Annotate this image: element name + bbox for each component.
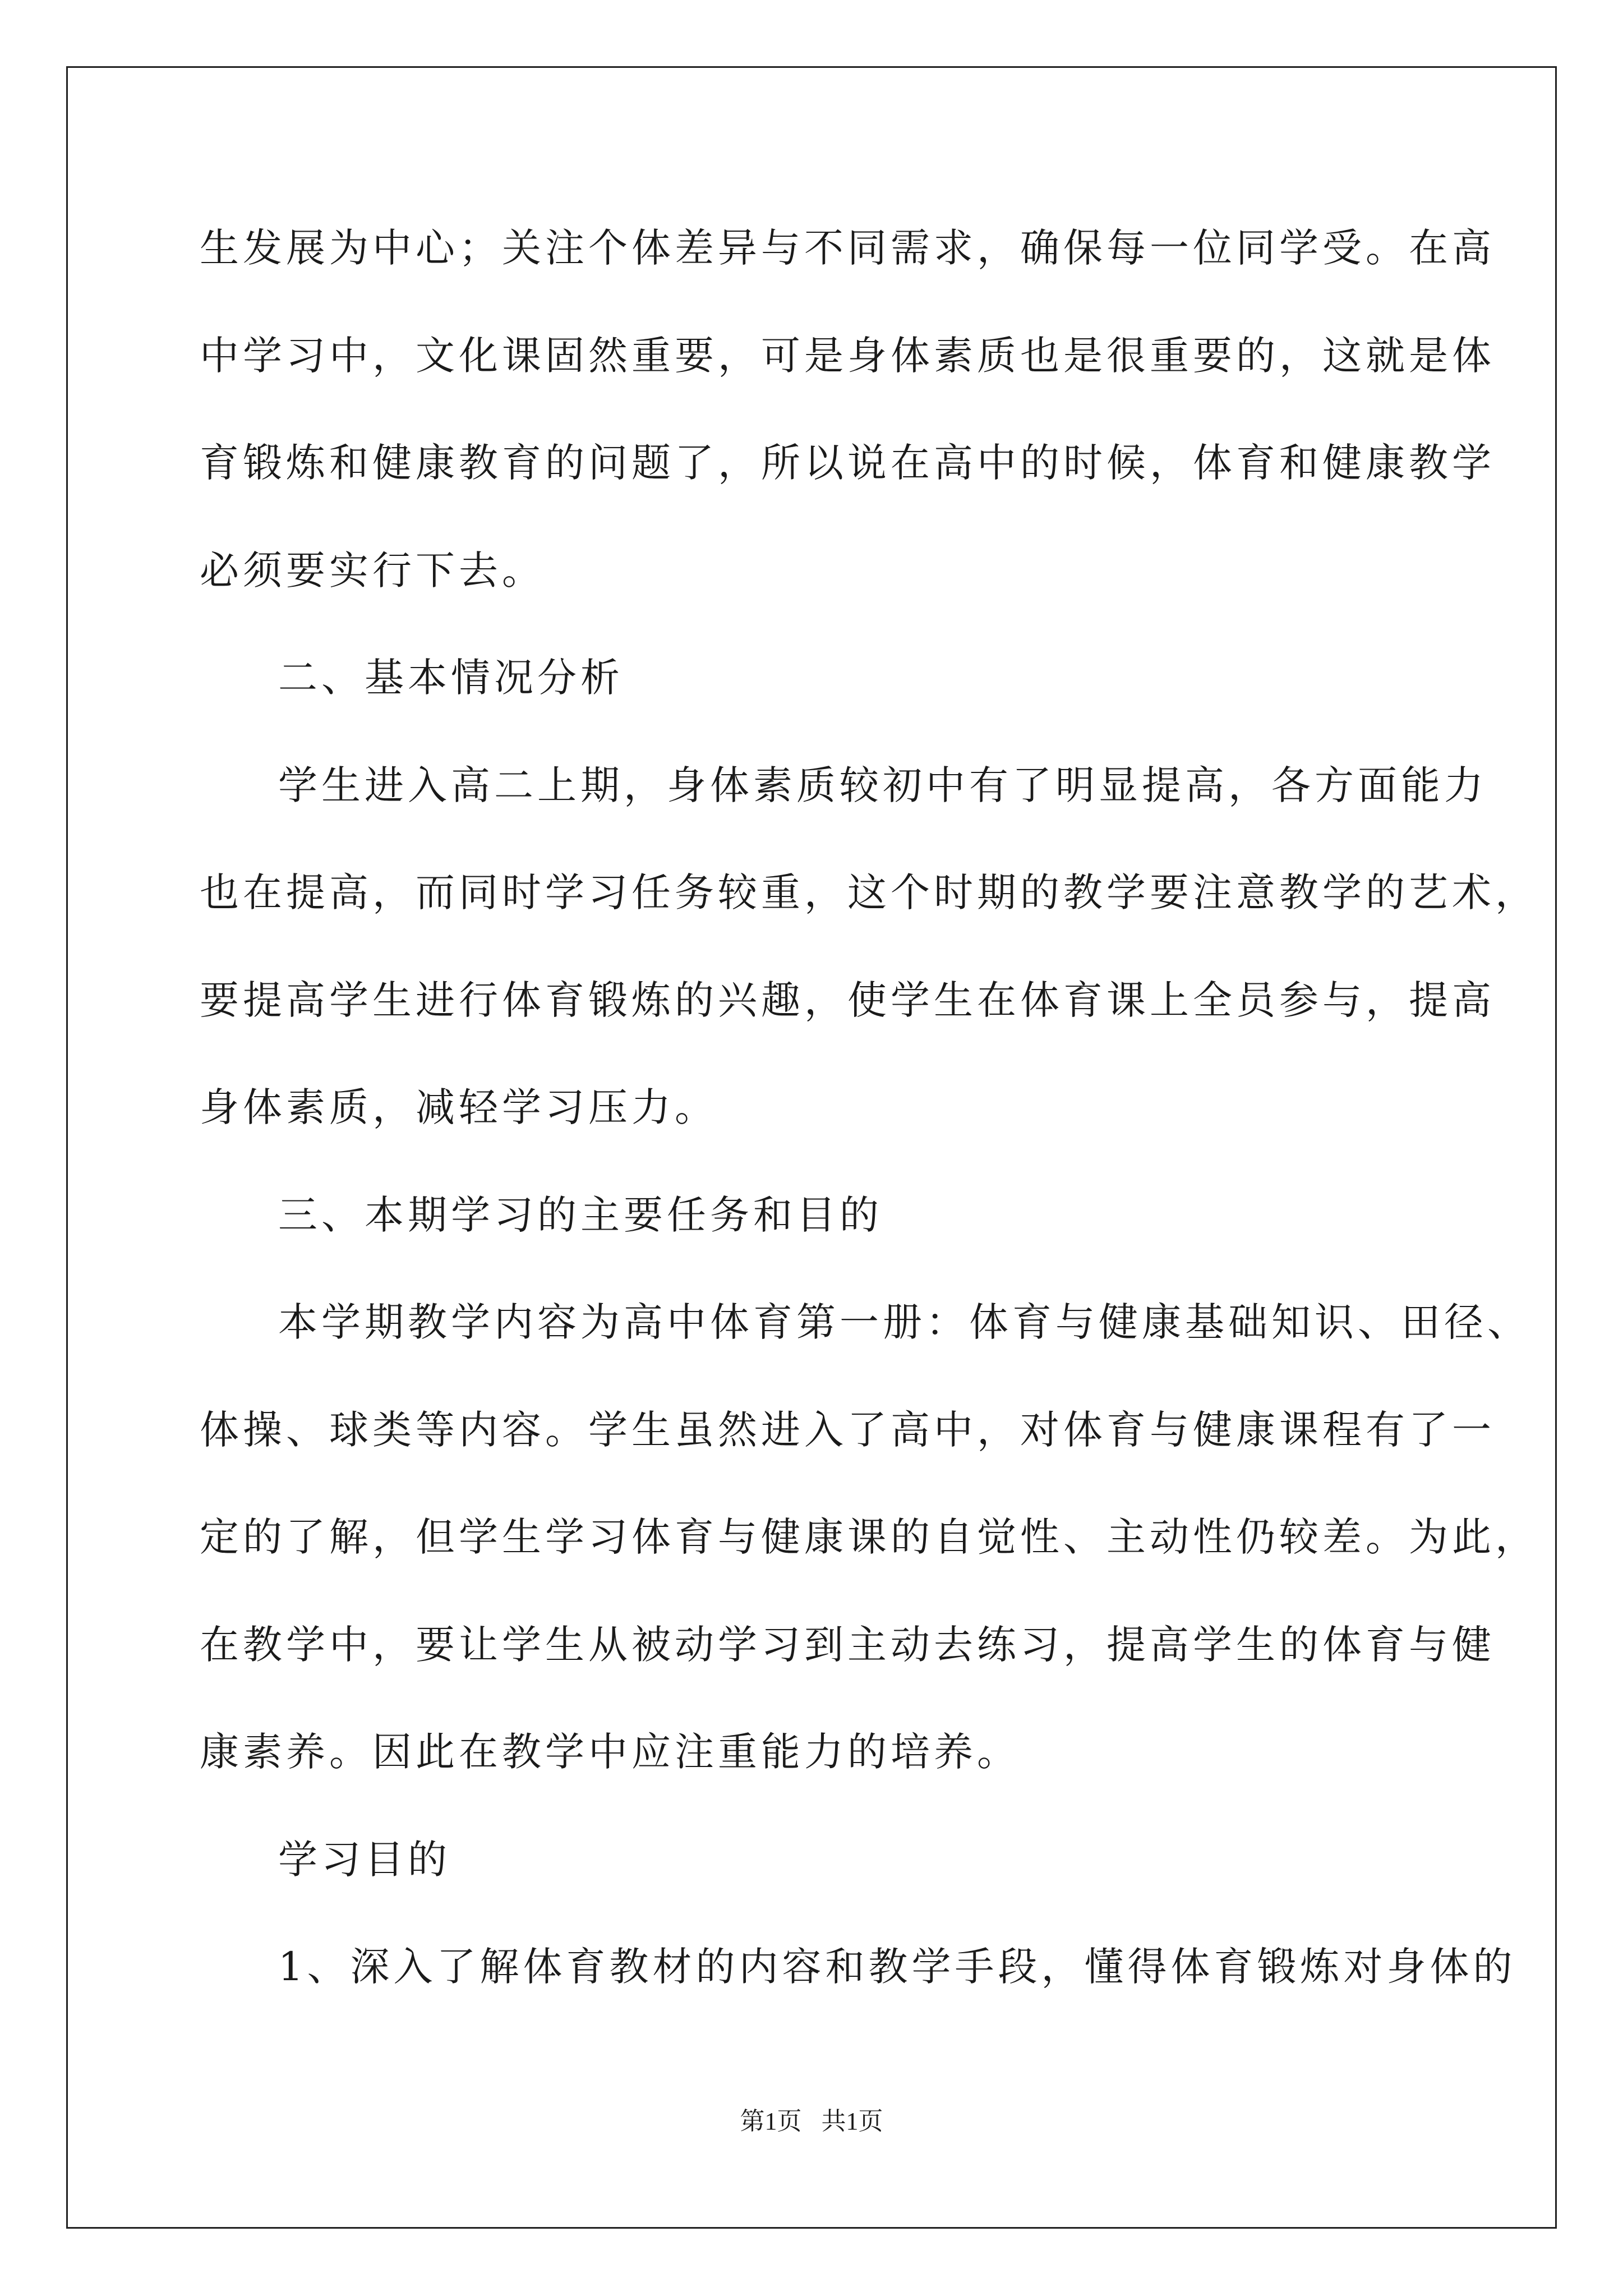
text-line: 康素养。因此在教学中应注重能力的培养。	[200, 1729, 1020, 1775]
page-total: 共1页	[821, 2108, 883, 2135]
text-line: 学生进入高二上期，身体素质较初中有了明显提高，各方面能力	[278, 762, 1487, 808]
text-line: 身体素质，减轻学习压力。	[200, 1084, 718, 1130]
section-heading: 学习目的	[278, 1837, 451, 1883]
page-border	[66, 66, 1557, 2229]
text-line: 在教学中，要让学生从被动学习到主动去练习，提高学生的体育与健	[200, 1622, 1495, 1668]
page-number: 第1页	[740, 2108, 802, 2135]
text-line: 本学期教学内容为高中体育第一册：体育与健康基础知识、田径、	[278, 1299, 1530, 1345]
section-heading: 三、本期学习的主要任务和目的	[278, 1192, 883, 1238]
text-line: 定的了解，但学生学习体育与健康课的自觉性、主动性仍较差。为此，	[200, 1514, 1538, 1560]
text-line: 体操、球类等内容。学生虽然进入了高中，对体育与健康课程有了一	[200, 1407, 1495, 1453]
page-footer	[0, 2106, 1623, 2137]
text-line: 要提高学生进行体育锻炼的兴趣，使学生在体育课上全员参与，提高	[200, 977, 1495, 1023]
section-heading: 二、基本情况分析	[278, 655, 624, 701]
text-line: 生发展为中心；关注个体差异与不同需求，确保每一位同学受。在高	[200, 225, 1495, 271]
text-line: 必须要实行下去。	[200, 547, 545, 593]
text-line: 育锻炼和健康教育的问题了，所以说在高中的时候，体育和健康教学	[200, 440, 1495, 486]
text-line: 中学习中，文化课固然重要，可是身体素质也是很重要的，这就是体	[200, 333, 1495, 379]
text-line: 也在提高，而同时学习任务较重，这个时期的教学要注意教学的艺术，	[200, 869, 1538, 915]
text-line: 1、深入了解体育教材的内容和教学手段，懂得体育锻炼对身体的	[278, 1944, 1516, 1990]
